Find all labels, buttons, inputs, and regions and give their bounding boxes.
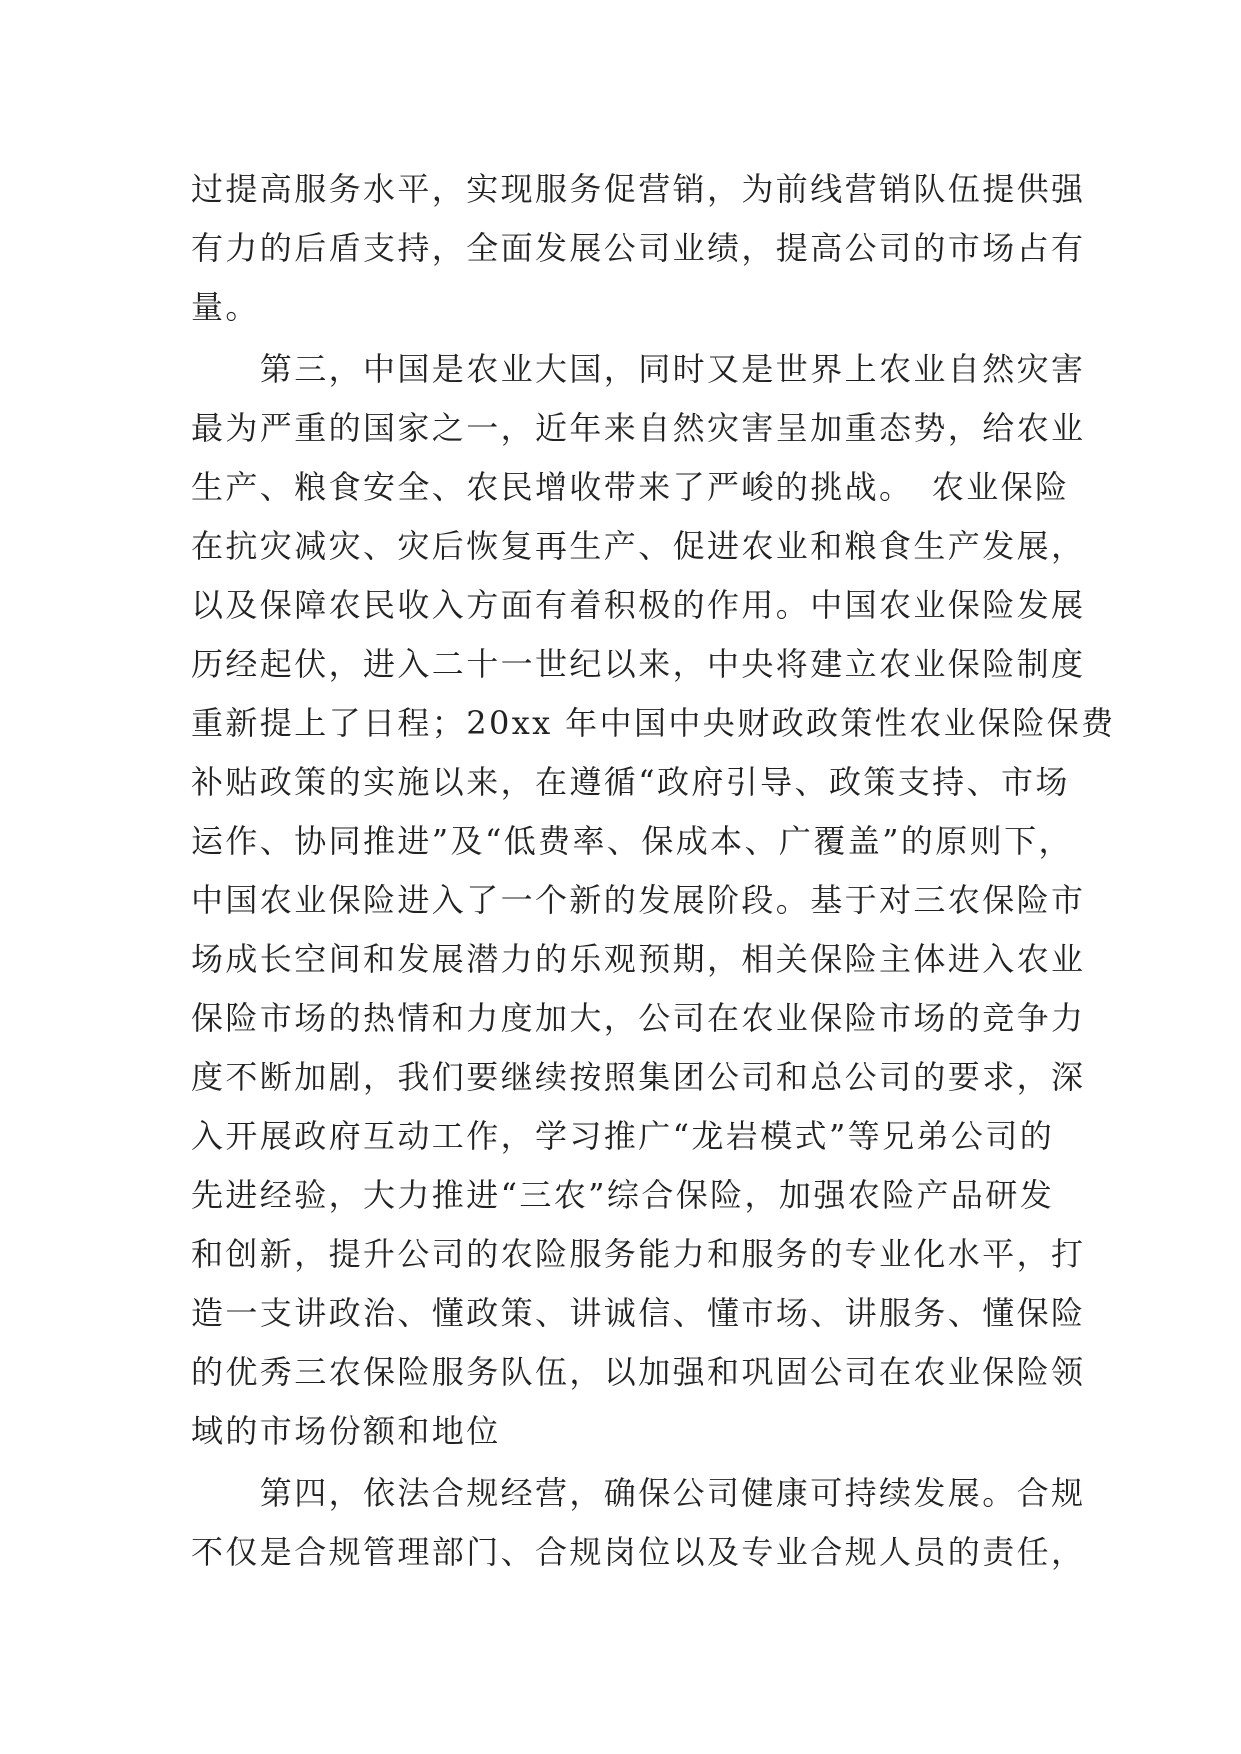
text-line: 运作、协同推进”及“低费率、保成本、广覆盖”的原则下， [191,822,1073,860]
text-line: 先进经验，大力推进“三农”综合保险，加强农险产品研发 [191,1176,1055,1214]
text-line: 造一支讲政治、懂政策、讲诚信、懂市场、讲服务、懂保险 [191,1294,1086,1332]
text-line: 入开展政府互动工作，学习推广“龙岩模式”等兄弟公司的 [191,1117,1055,1155]
text-line: 过提高服务水平，实现服务促营销，为前线营销队伍提供强 [191,170,1086,208]
text-line: 不仅是合规管理部门、合规岗位以及专业合规人员的责任， [191,1533,1086,1571]
text-line: 在抗灾减灾、灾后恢复再生产、促进农业和粮食生产发展， [191,527,1086,565]
text-line: 的优秀三农保险服务队伍，以加强和巩固公司在农业保险领 [191,1353,1086,1391]
text-line: 第三，中国是农业大国，同时又是世界上农业自然灾害 [191,350,1086,388]
text-line: 重新提上了日程；20xx 年中国中央财政政策性农业保险保费 [191,704,1116,742]
text-line: 有力的后盾支持，全面发展公司业绩，提高公司的市场占有 [191,229,1086,267]
text-line: 以及保障农民收入方面有着积极的作用。中国农业保险发展 [191,586,1086,624]
text-line: 域的市场份额和地位 [191,1412,501,1450]
text-line: 历经起伏，进入二十一世纪以来，中央将建立农业保险制度 [191,645,1086,683]
text-line: 最为严重的国家之一，近年来自然灾害呈加重态势，给农业 [191,409,1086,447]
text-line: 第四，依法合规经营，确保公司健康可持续发展。合规 [191,1474,1086,1512]
text-line: 补贴政策的实施以来，在遵循“政府引导、政策支持、市场 [191,763,1070,801]
text-line: 度不断加剧，我们要继续按照集团公司和总公司的要求，深 [191,1058,1086,1096]
text-line: 量。 [191,288,260,326]
text-line: 场成长空间和发展潜力的乐观预期，相关保险主体进入农业 [191,940,1086,978]
text-line: 和创新，提升公司的农险服务能力和服务的专业化水平，打 [191,1235,1086,1273]
text-line: 中国农业保险进入了一个新的发展阶段。基于对三农保险市 [191,881,1086,919]
body-text [191,160,1116,1582]
text-line: 生产、粮食安全、农民增收带来了严峻的挑战。 农业保险 [191,468,1070,506]
text-line: 保险市场的热情和力度加大，公司在农业保险市场的竞争力 [191,999,1086,1037]
